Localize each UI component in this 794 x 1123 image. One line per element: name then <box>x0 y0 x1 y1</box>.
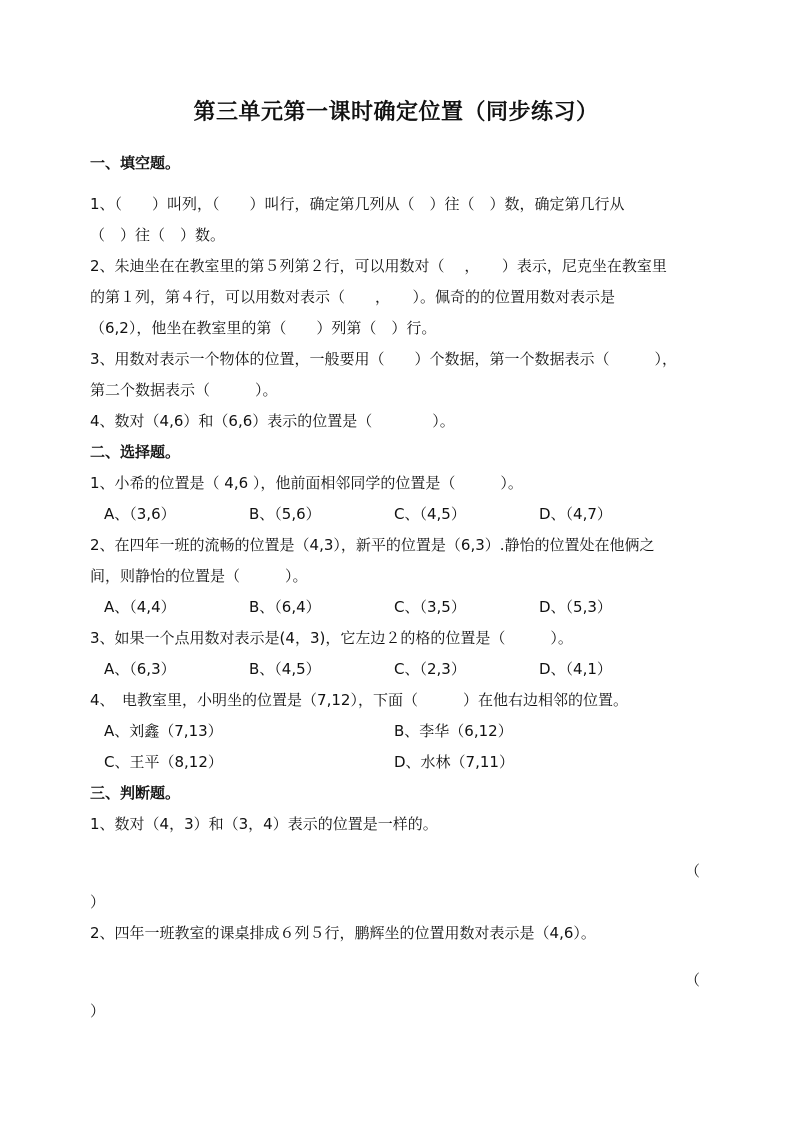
question-2-4: 4、 电教室里，小明坐的位置是（7,12），下面（ ）在他右边相邻的位置。 A、刘鑫（7,13） B、李华（6,12） C、王平（8,12） D、水林（7,11） <box>90 685 702 778</box>
option-c: C、王平（8,12） <box>104 753 223 771</box>
options-2-4-row2 <box>90 747 702 778</box>
question-1-4: 4、数对（4,6）和（6,6）表示的位置是（ ）。 <box>90 412 455 430</box>
question-3-1: 1、数对（4，3）和（3，4）表示的位置是一样的。 （ ） <box>90 809 702 918</box>
option-a: A、（6,3） <box>104 660 176 678</box>
question-2-2: 2、在四年一班的流畅的位置是（4,3），新平的位置是（6,3）.静怡的位置处在他俩之 间，则静怡的位置是（ ）。 A、（4,4） B、（6,4） C、（3,5） D、（5,3） <box>90 530 702 623</box>
option-c: C、（4,5） <box>394 505 466 523</box>
option-d: D、水林（7,11） <box>394 753 514 771</box>
answer-paren-close: ） <box>90 1002 106 1020</box>
options-2-4-row1 <box>90 716 702 747</box>
options-2-2 <box>90 592 702 623</box>
option-b: B、李华（6,12） <box>394 722 513 740</box>
option-a: A、刘鑫（7,13） <box>104 722 223 740</box>
option-c: C、（3,5） <box>394 598 466 616</box>
section-heading-fill-in-blank: 一、填空题。 <box>90 154 181 172</box>
section-heading-multiple-choice: 二、选择题。 <box>90 443 181 461</box>
page-title: 第三单元第一课时确定位置（同步练习） <box>193 100 599 125</box>
option-b: B、（4,5） <box>249 660 321 678</box>
option-b: B、（5,6） <box>249 505 321 523</box>
answer-paren-close: ） <box>90 893 106 911</box>
option-a: A、（3,6） <box>104 505 176 523</box>
option-a: A、（4,4） <box>104 598 176 616</box>
option-c: C、（2,3） <box>394 660 466 678</box>
option-d: D、（5,3） <box>539 598 612 616</box>
question-2-1: 1、小希的位置是（ 4,6 ），他前面相邻同学的位置是（ ）。 A、（3,6） B、（5,6） C、（4,5） D、（4,7） <box>90 468 702 530</box>
question-1-2: 2、朱迪坐在在教室里的第５列第２行，可以用数对（ ， ）表示，尼克坐在教室里 的第１列，第４行，可以用数对表示（ ， ）。佩奇的的位置用数对表示是 （6,2），他坐在教室里的第（ ）列第（ ）行。 <box>90 257 667 337</box>
option-d: D、（4,7） <box>539 505 612 523</box>
option-d: D、（4,1） <box>539 660 612 678</box>
question-2-3: 3、如果一个点用数对表示是(4，3)，它左边２的格的位置是（ ）。 A、（6,3） B、（4,5） C、（2,3） D、（4,1） <box>90 623 702 685</box>
option-b: B、（6,4） <box>249 598 321 616</box>
section-multiple-choice <box>90 437 702 778</box>
question-1-1: 1、（ ）叫列，（ ）叫行，确定第几列从（ ）往（ ）数，确定第几行从 （ ）往（ ）数。 <box>90 195 625 244</box>
section-fill-in-blank <box>90 148 702 437</box>
section-true-false <box>90 778 702 1027</box>
question-1-3: 3、用数对表示一个物体的位置，一般要用（ ）个数据，第一个数据表示（ ）， 第二个数据表示（ ）。 <box>90 350 678 399</box>
section-heading-true-false: 三、判断题。 <box>90 784 181 802</box>
answer-paren-open: （ <box>684 862 700 880</box>
options-2-3 <box>90 654 702 685</box>
options-2-1 <box>90 499 702 530</box>
question-3-2: 2、四年一班教室的课桌排成６列５行，鹏辉坐的位置用数对表示是（4,6）。 （ ） <box>90 918 702 1027</box>
answer-paren-open: （ <box>684 971 700 989</box>
